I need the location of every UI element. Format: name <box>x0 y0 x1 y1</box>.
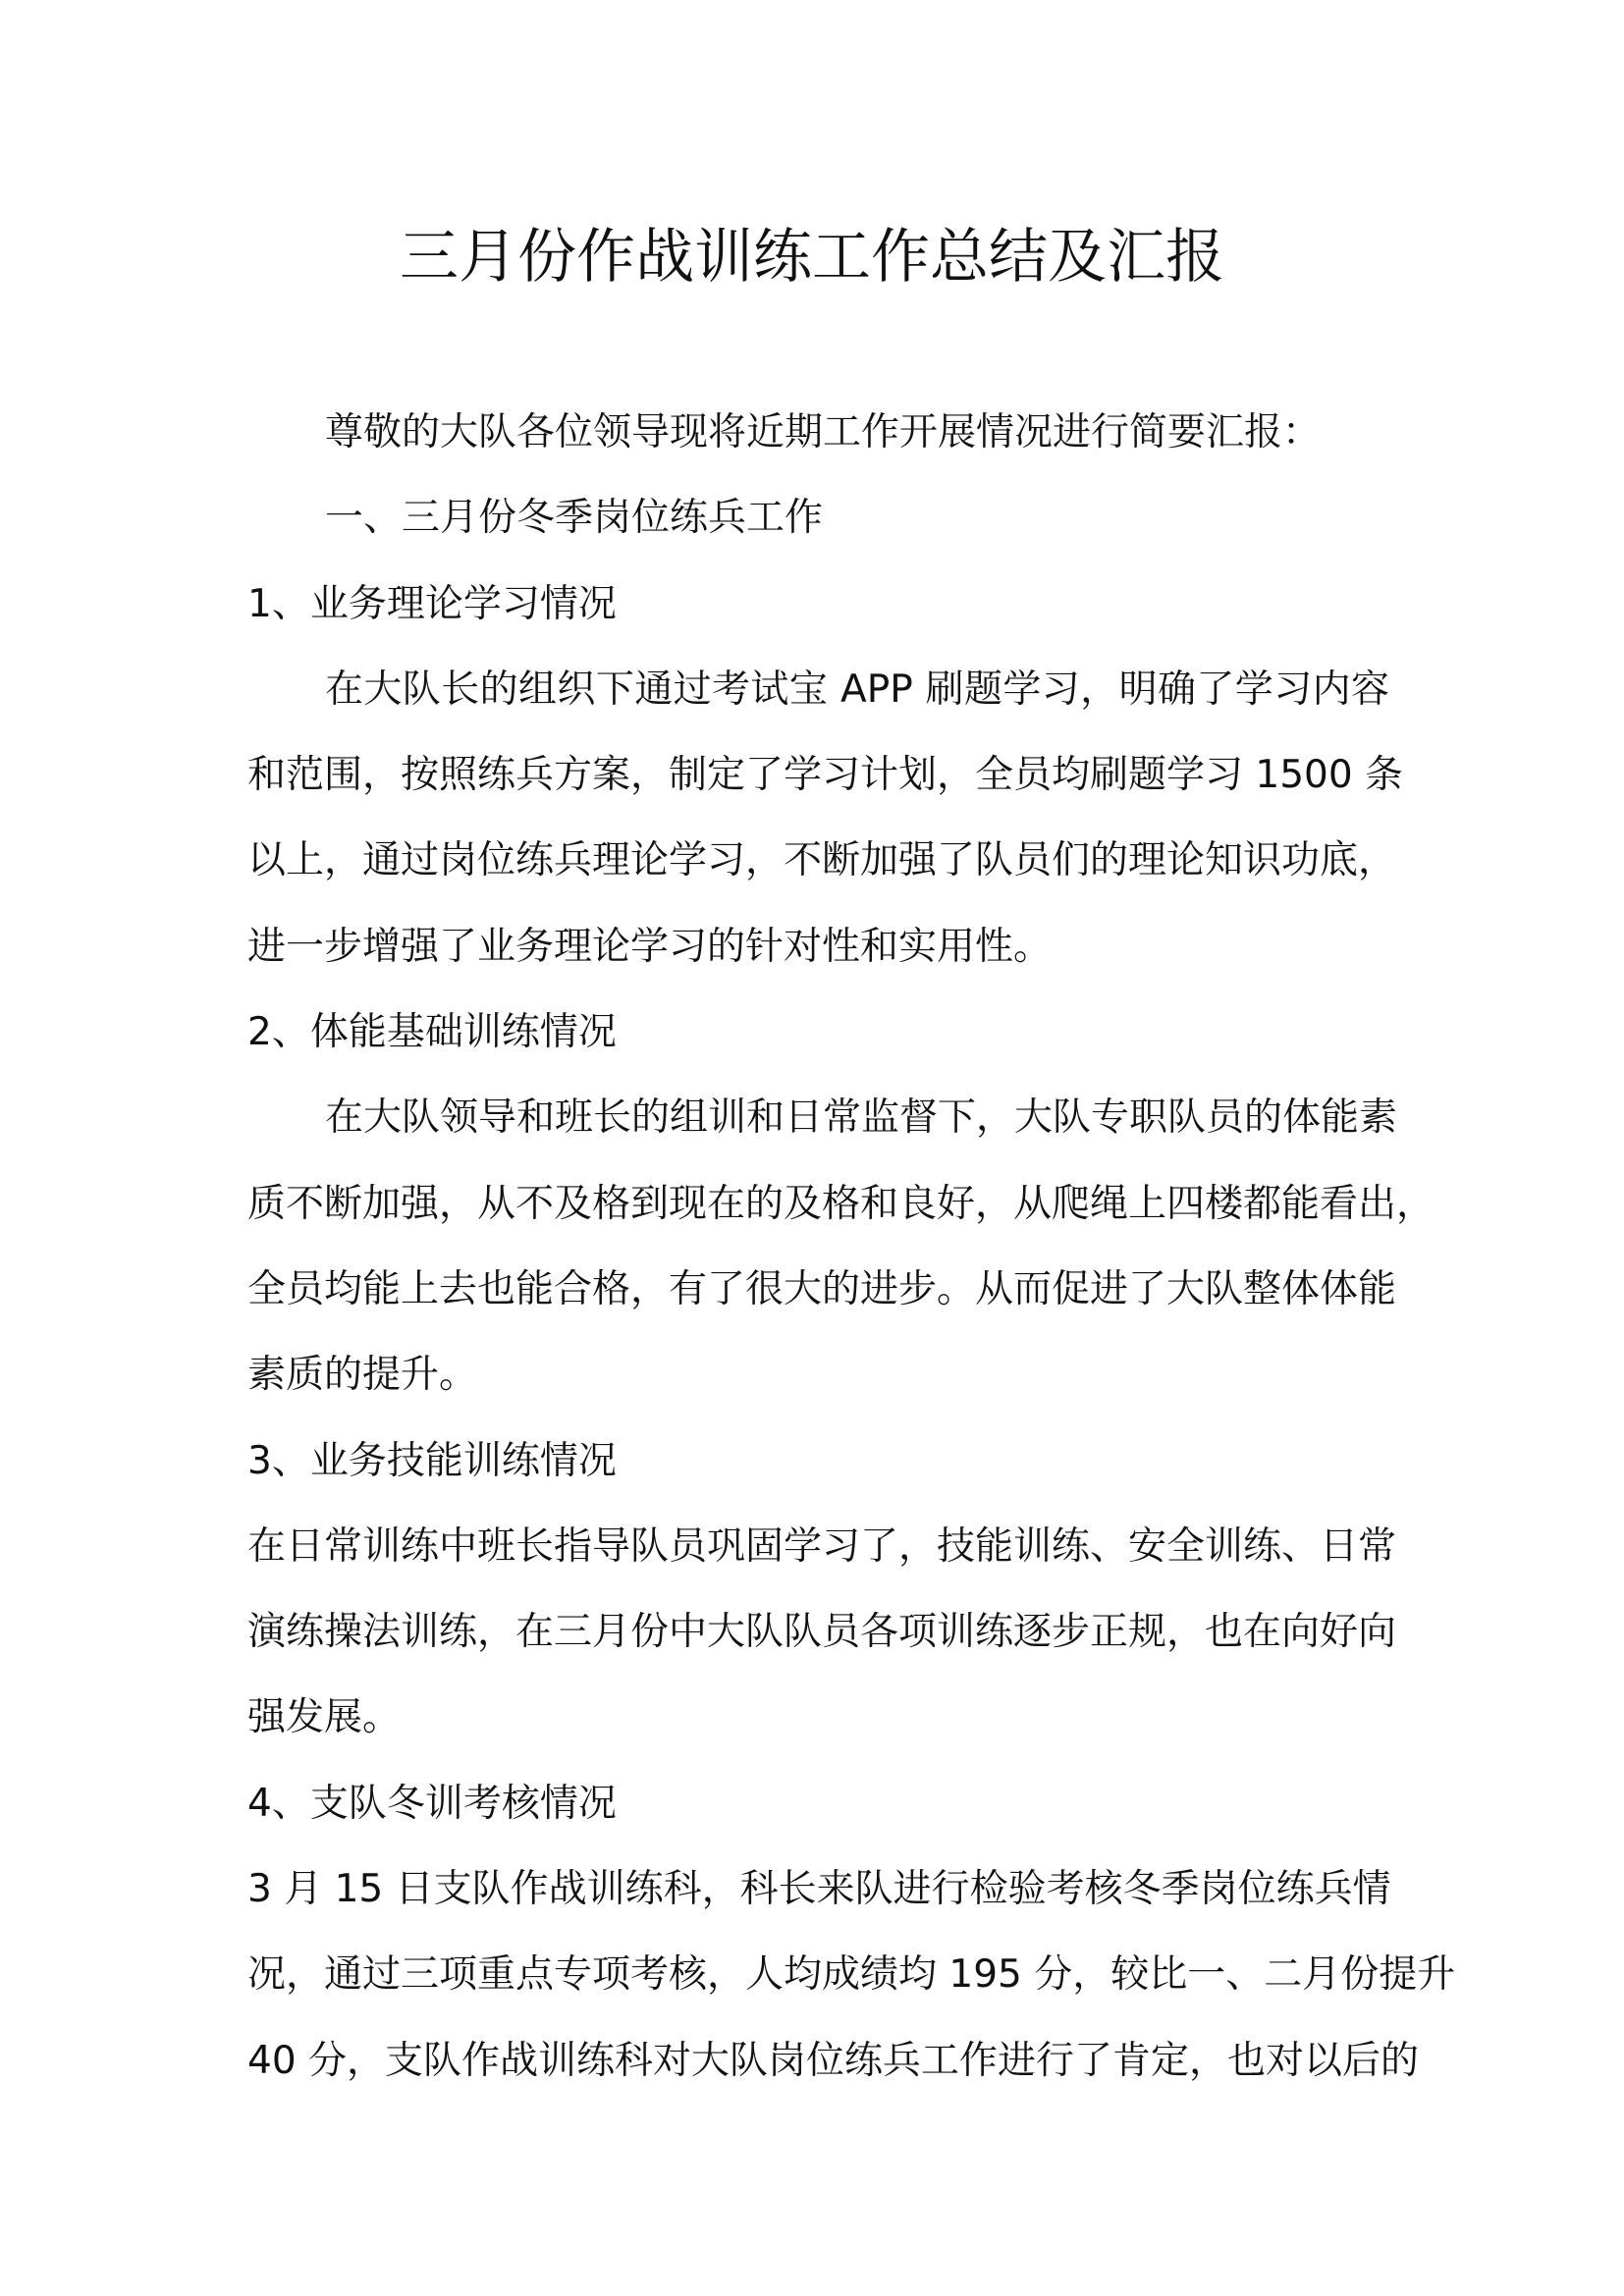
text-line: 进一步增强了业务理论学习的针对性和实用性。 <box>247 924 1053 969</box>
text-line: 1、业务理论学习情况 <box>247 581 617 626</box>
paragraph <box>247 1761 1389 1846</box>
paragraph <box>247 561 1389 647</box>
document-title: 三月份作战训练工作总结及汇报 <box>400 223 1224 292</box>
paragraph <box>247 390 1389 475</box>
text-line: 质不断加强，从不及格到现在的及格和良好，从爬绳上四楼都能看出， <box>247 1181 1435 1226</box>
paragraph <box>247 647 1404 989</box>
text-line: 和范围，按照练兵方案，制定了学习计划，全员均刷题学习 1500 条 <box>247 753 1404 798</box>
text-line: 2、体能基础训练情况 <box>247 1010 617 1055</box>
text-line: 尊敬的大队各位领导现将近期工作开展情况进行简要汇报： <box>325 410 1322 454</box>
text-line: 3、业务技能训练情况 <box>247 1438 617 1483</box>
text-line: 4、支队冬训考核情况 <box>247 1781 617 1826</box>
text-line: 全员均能上去也能合格，有了很大的进步。从而促进了大队整体体能 <box>247 1266 1397 1311</box>
document-body <box>247 390 1456 2104</box>
paragraph <box>247 1418 1389 1504</box>
text-line: 况，通过三项重点专项考核，人均成绩均 195 分，较比一、二月份提升 <box>247 1952 1456 1998</box>
paragraph <box>247 1075 1435 1417</box>
text-line: 在日常训练中班长指导队员巩固学习了，技能训练、安全训练、日常 <box>247 1523 1397 1569</box>
text-line: 素质的提升。 <box>247 1353 478 1398</box>
paragraph <box>247 1504 1397 1761</box>
text-line: 强发展。 <box>247 1695 402 1740</box>
paragraph <box>247 989 1389 1075</box>
paragraph <box>247 1846 1456 2104</box>
text-line: 以上，通过岗位练兵理论学习，不断加强了队员们的理论知识功底， <box>247 838 1397 883</box>
text-line: 一、三月份冬季岗位练兵工作 <box>325 496 824 541</box>
text-line: 演练操法训练，在三月份中大队队员各项训练逐步正规，也在向好向 <box>247 1610 1397 1655</box>
text-line: 40 分，支队作战训练科对大队岗位练兵工作进行了肯定，也对以后的 <box>247 2038 1420 2083</box>
text-line: 在大队领导和班长的组训和日常监督下，大队专职队员的体能素 <box>325 1095 1398 1141</box>
text-line: 3 月 15 日支队作战训练科，科长来队进行检验考核冬季岗位练兵情 <box>247 1867 1391 1912</box>
text-line: 在大队长的组织下通过考试宝 APP 刷题学习，明确了学习内容 <box>325 667 1389 712</box>
paragraph <box>247 475 1389 561</box>
